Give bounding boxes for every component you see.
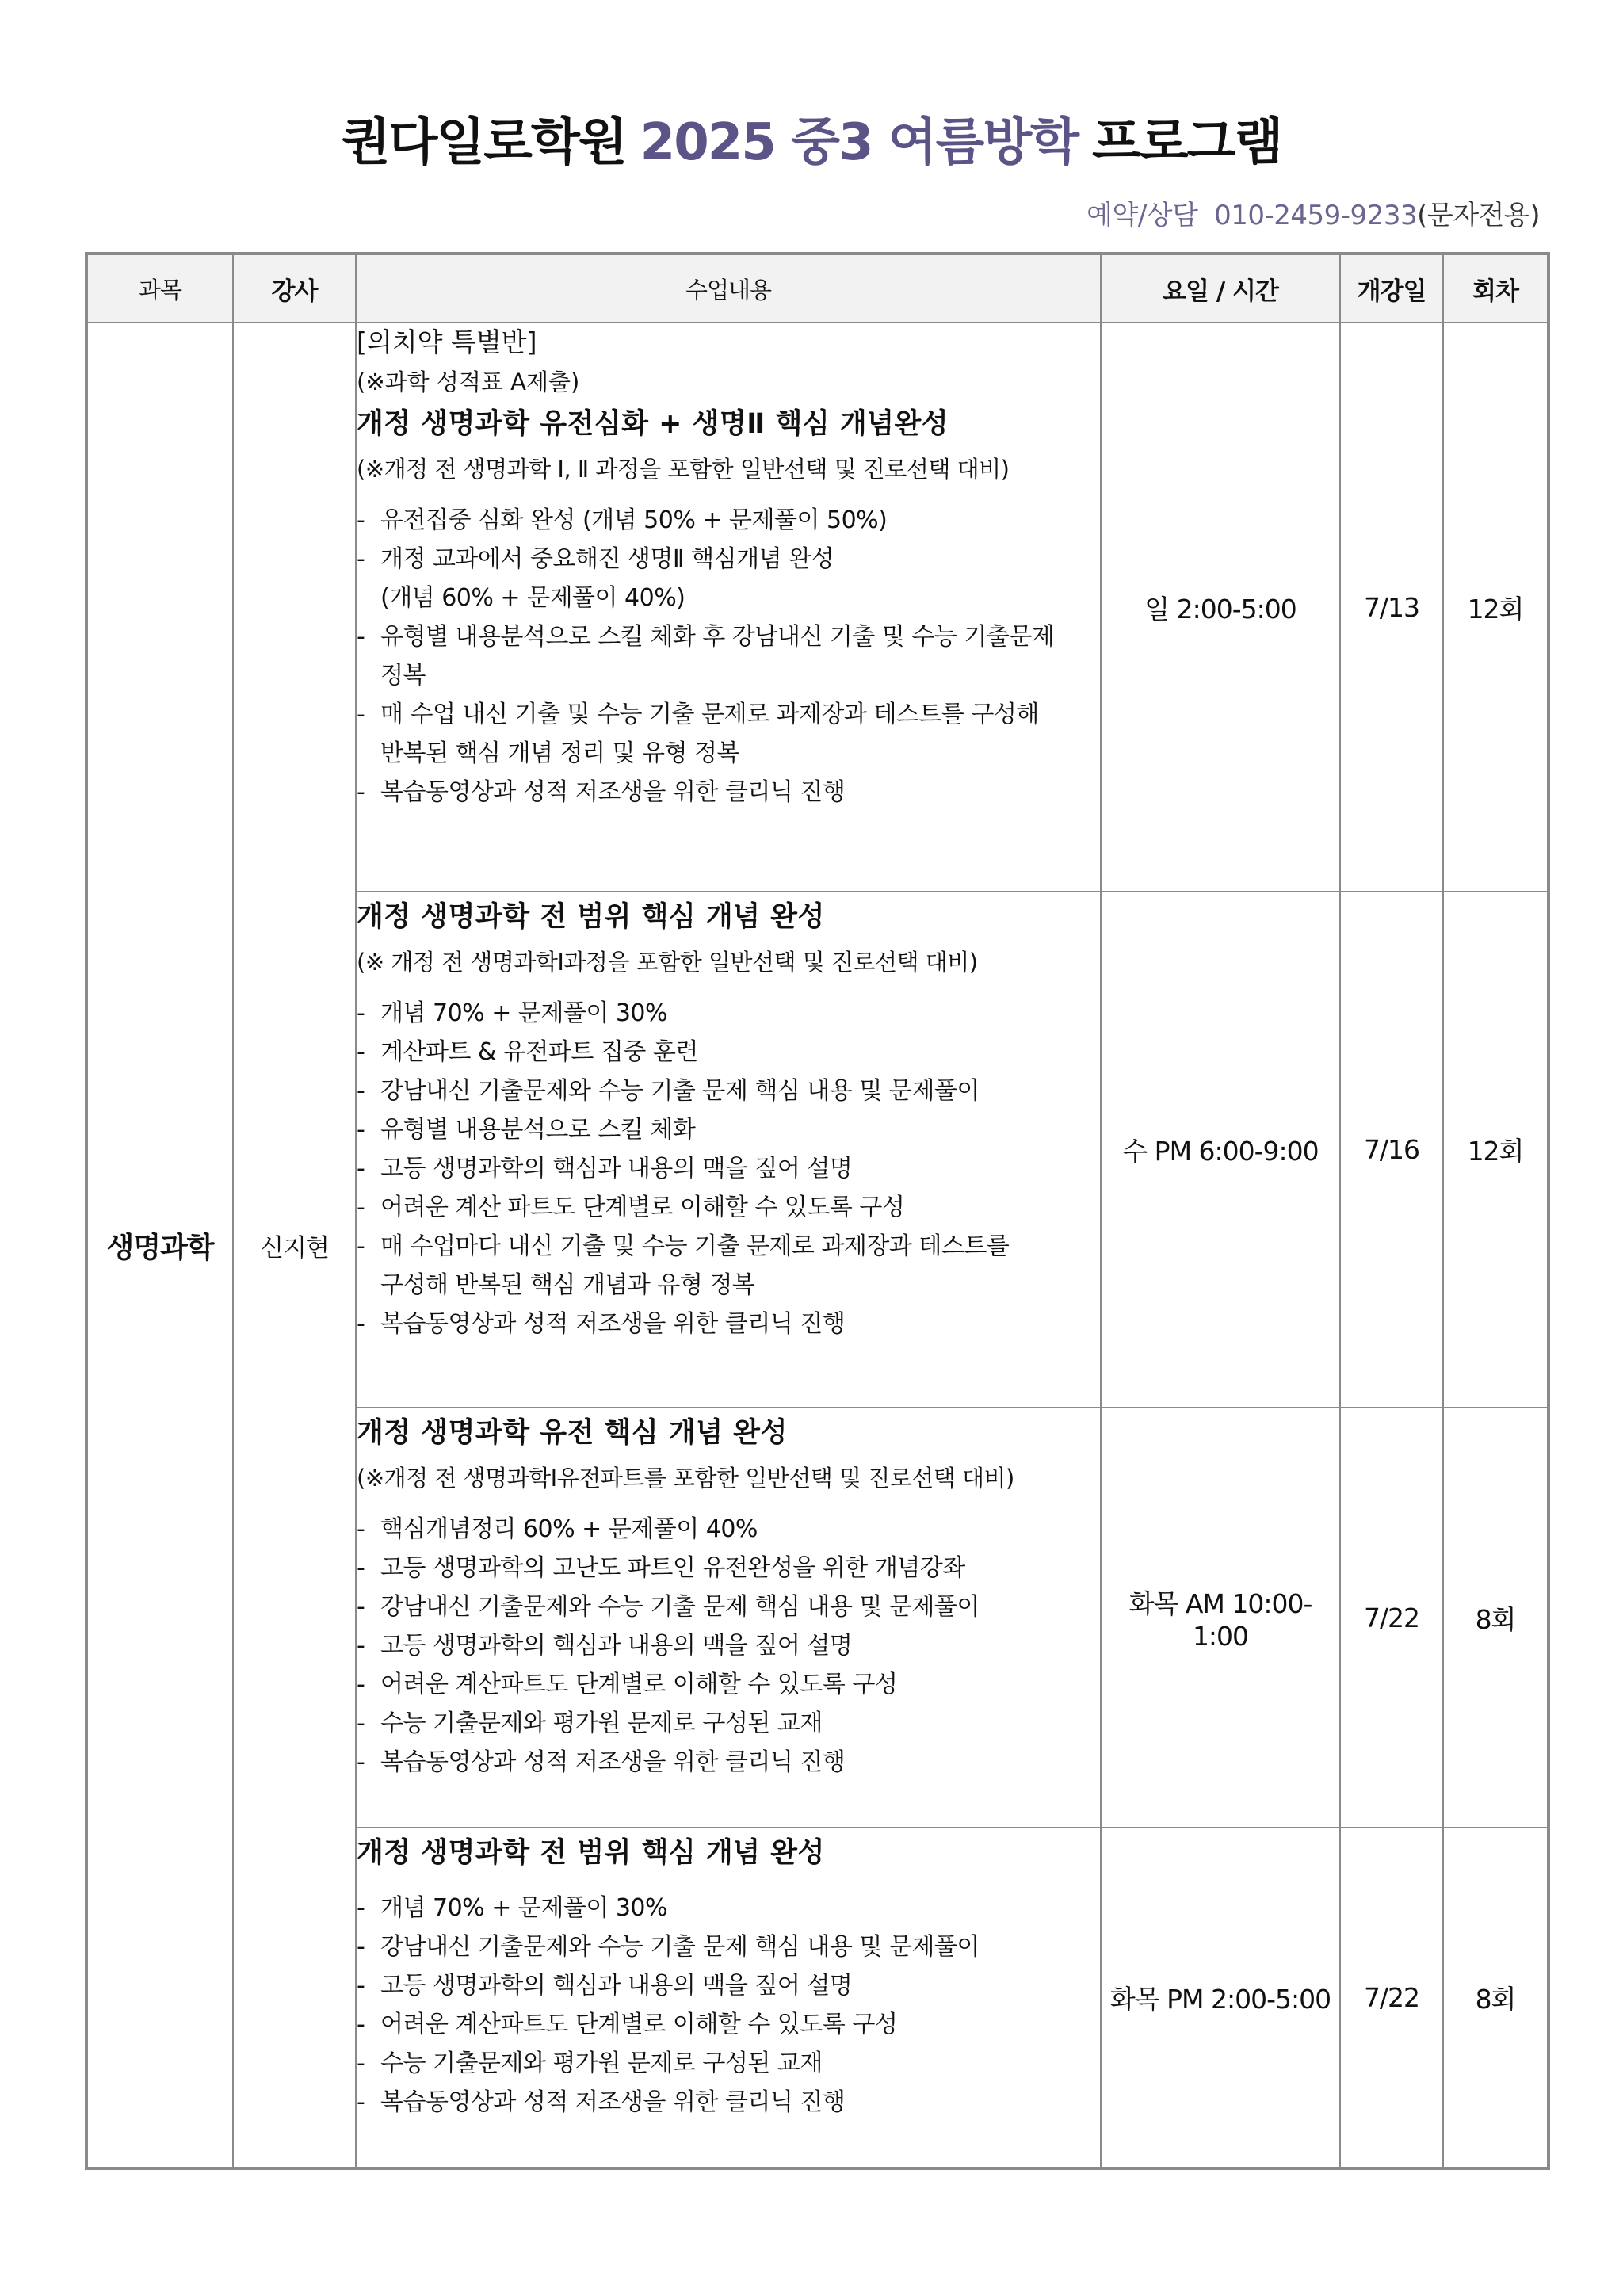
list-item: - 어려운 계산 파트도 단계별로 이해할 수 있도록 구성: [357, 1194, 905, 1221]
bullet-list: [357, 501, 1100, 812]
schedule-table: [85, 252, 1550, 2170]
contact-info: [1086, 193, 1540, 232]
class-title: 개정 생명과학 유전심화 + 생명Ⅱ 핵심 개념완성: [357, 408, 949, 440]
bullet-list: [357, 994, 1100, 1343]
start-date-cell: 7/22: [1340, 1828, 1443, 2168]
col-teacher-header: 강사: [233, 254, 356, 323]
list-item: - 핵심개념정리 60% + 문제풀이 40%: [357, 1515, 758, 1543]
time-cell: 수 PM 6:00-9:00: [1101, 892, 1340, 1408]
list-item: - 복습동영상과 성적 저조생을 위한 클리닉 진행: [357, 2088, 846, 2116]
list-item: - 어려운 계산파트도 단계별로 이해할 수 있도록 구성: [357, 2011, 898, 2038]
title-academy: 퀀다일로학원: [341, 113, 626, 172]
class-title: 개정 생명과학 전 범위 핵심 개념 완성: [357, 901, 825, 933]
list-item: - 유형별 내용분석으로 스킬 체화 후 강남내신 기출 및 수능 기출문제 정복: [357, 623, 1055, 690]
bullet-list: [357, 1510, 1100, 1782]
page-title: [0, 101, 1623, 174]
list-item: - 유전집중 심화 완성 (개념 50% + 문제풀이 50%): [357, 506, 888, 534]
contact-note: (문자전용): [1417, 200, 1540, 231]
time-cell: 일 2:00-5:00: [1101, 323, 1340, 892]
class-note: (※개정 전 생명과학 Ⅰ, Ⅱ 과정을 포함한 일반선택 및 진로선택 대비): [357, 456, 1010, 483]
start-date-cell: 7/13: [1340, 323, 1443, 892]
content-cell: [356, 323, 1101, 892]
col-sessions-header: 회차: [1443, 254, 1549, 323]
bullet-list: [357, 1889, 1100, 2122]
content-cell: [356, 1408, 1101, 1828]
list-item: - 고등 생명과학의 핵심과 내용의 맥을 짚어 설명: [357, 1155, 853, 1182]
list-item: - 어려운 계산파트도 단계별로 이해할 수 있도록 구성: [357, 1671, 898, 1698]
table-header-row: [86, 254, 1549, 323]
list-item: - 개정 교과에서 중요해진 생명Ⅱ 핵심개념 완성 (개념 60% + 문제풀이 40%): [357, 545, 834, 612]
list-item: - 개념 70% + 문제풀이 30%: [357, 999, 668, 1027]
list-item: - 고등 생명과학의 핵심과 내용의 맥을 짚어 설명: [357, 1972, 853, 2000]
list-item: - 복습동영상과 성적 저조생을 위한 클리닉 진행: [357, 778, 846, 806]
list-item: - 개념 70% + 문제풀이 30%: [357, 1894, 668, 1922]
list-item: - 강남내신 기출문제와 수능 기출 문제 핵심 내용 및 문제풀이: [357, 1077, 980, 1105]
time-cell: 화목 AM 10:00-1:00: [1101, 1408, 1340, 1828]
col-content-header: 수업내용: [356, 254, 1101, 323]
class-note: (※개정 전 생명과학Ⅰ유전파트를 포함한 일반선택 및 진로선택 대비): [357, 1465, 1014, 1492]
teacher-cell: 신지현: [233, 323, 356, 2168]
content-cell: [356, 892, 1101, 1408]
list-item: - 강남내신 기출문제와 수능 기출 문제 핵심 내용 및 문제풀이: [357, 1593, 980, 1621]
class-title: 개정 생명과학 전 범위 핵심 개념 완성: [357, 1837, 825, 1869]
class-note: (※ 개정 전 생명과학Ⅰ과정을 포함한 일반선택 및 진로선택 대비): [357, 949, 978, 976]
start-date-cell: 7/16: [1340, 892, 1443, 1408]
col-time-header: 요일 / 시간: [1101, 254, 1340, 323]
list-item: - 유형별 내용분석으로 스킬 체화: [357, 1116, 696, 1144]
title-program: 2025 중3 여름방학: [640, 113, 1078, 172]
sessions-cell: 8회: [1443, 1408, 1549, 1828]
list-item: - 매 수업마다 내신 기출 및 수능 기출 문제로 과제장과 테스트를 구성해 반복된 핵심 개념과 유형 정복: [357, 1232, 1010, 1299]
col-start-header: 개강일: [1340, 254, 1443, 323]
list-item: - 고등 생명과학의 핵심과 내용의 맥을 짚어 설명: [357, 1632, 853, 1660]
list-item: - 강남내신 기출문제와 수능 기출 문제 핵심 내용 및 문제풀이: [357, 1933, 980, 1961]
table-row: [86, 323, 1549, 892]
start-date-cell: 7/22: [1340, 1408, 1443, 1828]
content-cell: [356, 1828, 1101, 2168]
sessions-cell: 8회: [1443, 1828, 1549, 2168]
list-item: - 매 수업 내신 기출 및 수능 기출 문제로 과제장과 테스트를 구성해 반복된 핵심 개념 정리 및 유형 정복: [357, 701, 1039, 767]
col-subject-header: 과목: [86, 254, 233, 323]
list-item: - 계산파트 & 유전파트 집중 훈련: [357, 1038, 698, 1066]
contact-phone: 예약/상담 010-2459-9233: [1086, 200, 1418, 231]
class-requirement: (※과학 성적표 A제출): [357, 369, 580, 395]
subject-cell: 생명과학: [86, 323, 233, 2168]
class-title: 개정 생명과학 유전 핵심 개념 완성: [357, 1417, 788, 1449]
list-item: - 복습동영상과 성적 저조생을 위한 클리닉 진행: [357, 1748, 846, 1776]
class-tag: [의치약 특별반]: [357, 327, 537, 357]
title-suffix: 프로그램: [1092, 113, 1282, 172]
sessions-cell: 12회: [1443, 892, 1549, 1408]
list-item: - 수능 기출문제와 평가원 문제로 구성된 교재: [357, 1710, 823, 1737]
list-item: - 고등 생명과학의 고난도 파트인 유전완성을 위한 개념강좌: [357, 1554, 965, 1582]
list-item: - 복습동영상과 성적 저조생을 위한 클리닉 진행: [357, 1310, 846, 1338]
list-item: - 수능 기출문제와 평가원 문제로 구성된 교재: [357, 2050, 823, 2077]
sessions-cell: 12회: [1443, 323, 1549, 892]
time-cell: 화목 PM 2:00-5:00: [1101, 1828, 1340, 2168]
